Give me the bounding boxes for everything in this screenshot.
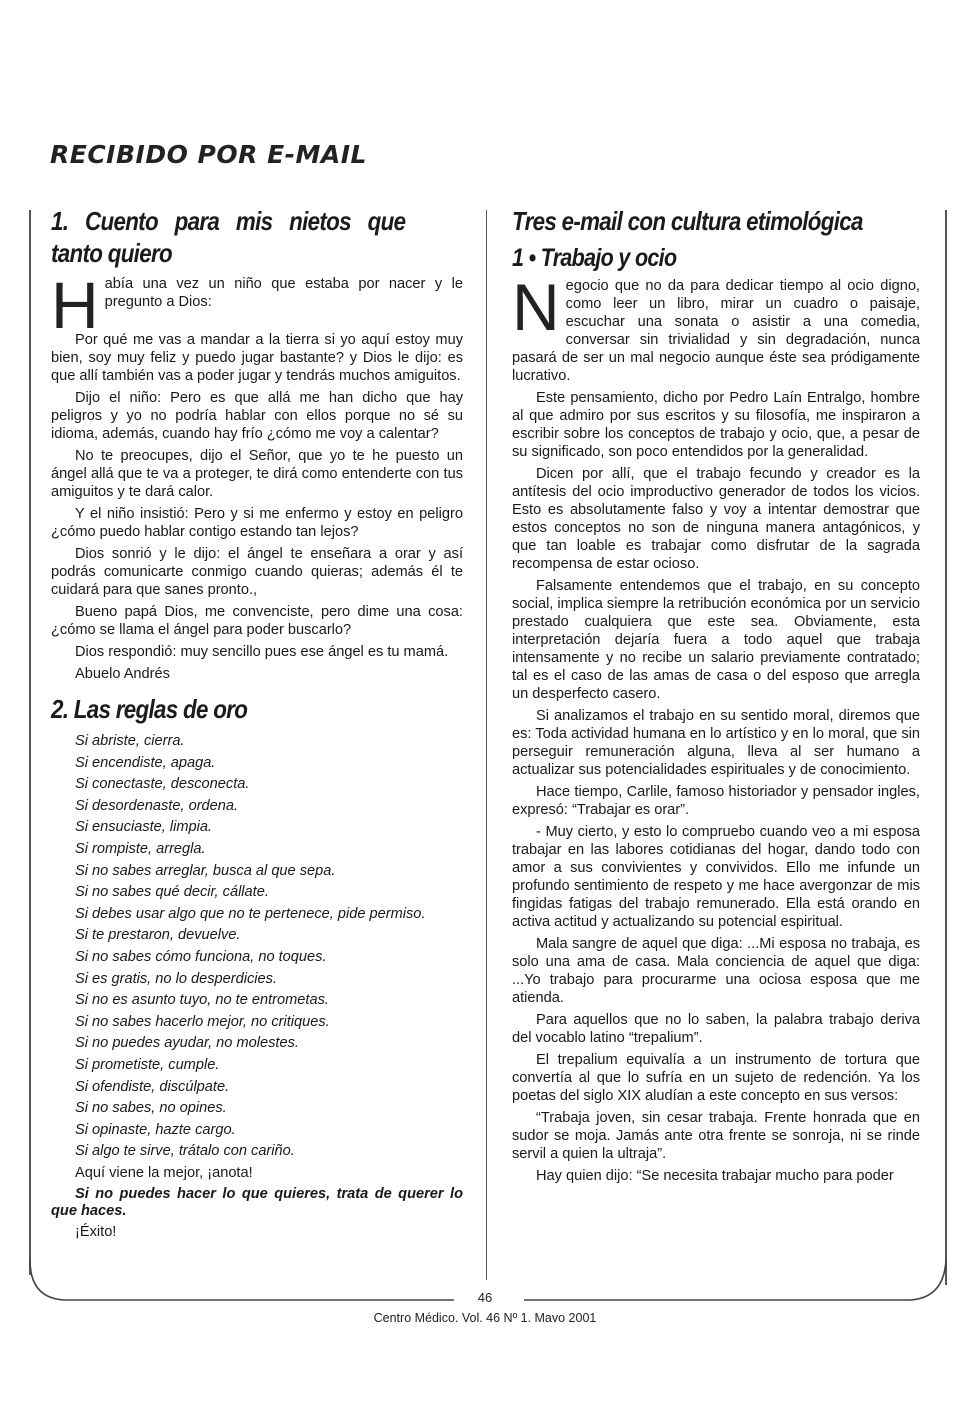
article-title: Tres e-mail con cultura etimológica [512, 206, 863, 236]
rule-item: Si debes usar algo que no te pertenece, pide permiso. [75, 905, 426, 922]
rule-item: Si algo te sirve, trátalo con cariño. [75, 1143, 295, 1160]
story-paragraph-first: Había una vez un niño que estaba por nacer y le pregunto a Dios: [51, 268, 463, 342]
column-divider-rule [486, 210, 487, 1280]
story-paragraph: Por qué me vas a mandar a la tierra si yo aquí estoy muy bien, soy muy feliz y puedo jugar bastante? y Dios le dijo: es que allí también vas a poder jugar y tendrás muchos amiguitos. [51, 332, 463, 384]
article-paragraph: Este pensamiento, dicho por Pedro Laín Entralgo, hombre al que admiro por sus escritos y su filosofía, me inspiraron a escribir sobre los conceptos de trabajo y ocio, que, a pesar de su significado, son poco entendidos por la generalidad. [512, 390, 920, 460]
article-paragraph: Mala sangre de aquel que diga: ...Mi esposa no trabaja, es solo una ama de casa. Mala conciencia de aquel que diga: ...Yo trabajo para procurarme una ociosa esposa que me atienda. [512, 936, 920, 1006]
right-column [512, 205, 920, 1189]
article-subtitle: 1 • Trabajo y ocio [512, 244, 677, 272]
rule-item: Si ensuciaste, limpia. [75, 819, 213, 836]
story-dropcap: H [51, 268, 99, 342]
left-border-rule [29, 210, 31, 1275]
left-column [51, 205, 463, 1243]
article-paragraph: Para aquellos que no lo saben, la palabra trabajo deriva del vocablo latino “trepalium”. [512, 1012, 920, 1046]
story-paragraph: Dios sonrió y le dijo: el ángel te enseñara a orar y así podrás comunicarte conmigo cuando quieras; además él te cuidará para que sanes pronto., [51, 546, 463, 598]
rules-intro-best: Aquí viene la mejor, ¡anota! [75, 1164, 253, 1181]
story-signature: Abuelo Andrés [75, 666, 170, 682]
rule-item: Si no sabes arreglar, busca al que sepa. [75, 862, 336, 879]
story-title: 1. Cuento para mis nietos que tanto quiero [51, 206, 406, 268]
article-paragraph: Hace tiempo, Carlile, famoso historiador y pensador ingles, expresó: “Trabajar es orar”. [512, 784, 920, 818]
rule-item: Si rompiste, arregla. [75, 840, 206, 857]
rules-best: Si no puedes hacer lo que quieres, trata de querer lo que haces. [51, 1185, 463, 1219]
article-paragraph: - Muy cierto, y esto lo compruebo cuando veo a mi esposa trabajar en las labores cotidianas del hogar, dando todo con amor a sus convivientes y convividos. Ello me infunde un profundo sentimiento de respeto y me hace avergonzar de mis fingidas fatigas del trabajo remunerado. Ella está orando en activa actitud y actualizando su potencial espiritual. [512, 824, 920, 930]
rules-closing: ¡Éxito! [75, 1223, 117, 1240]
rule-item: Si no es asunto tuyo, no te entrometas. [75, 992, 329, 1009]
article-paragraph: Si analizamos el trabajo en su sentido moral, diremos que es: Toda actividad humana en lo artístico y en lo moral, que sin perseguir remuneración alguna, lleva al ser humano a actualizar sus potencialidades espirituales y de conocimiento. [512, 708, 920, 778]
rules-list [51, 731, 463, 1163]
rule-item: Si no sabes hacerlo mejor, no critiques. [75, 1013, 330, 1030]
rule-item: Si abriste, cierra. [75, 733, 185, 749]
rule-item: Si no sabes cómo funciona, no toques. [75, 948, 327, 965]
article-paragraph: Hay quien dijo: “Se necesita trabajar mucho para poder [536, 1168, 894, 1184]
article-paragraph: “Trabaja joven, sin cesar trabaja. Frente honrada que en sudor se moja. Jamás ante otra frente se sonroja, ni se rinde servil a quien la ultraja”. [512, 1110, 920, 1162]
rule-item: Si prometiste, cumple. [75, 1056, 220, 1073]
rule-item: Si ofendiste, discúlpate. [75, 1078, 230, 1095]
section-title: RECIBIDO POR E-MAIL [50, 140, 367, 169]
article-paragraph: Dicen por allí, que el trabajo fecundo y creador es la antítesis del ocio improductivo generador de todos los vicios. Esto es absolutamente falso y voy a intentar demostrar que estos conceptos no son de ninguna manera antagónicos, y que tan loable es trabajar como disfrutar de la sagrada recompensa de estar ocioso. [512, 466, 920, 572]
article-paragraph: El trepalium equivalía a un instrumento de tortura que convertía al que lo sufría en un sujeto de redención. Ya los poetas del siglo XIX aludían a este concepto en sus versos: [512, 1052, 920, 1104]
story-paragraph: No te preocupes, dijo el Señor, que yo te he puesto un ángel allá que te va a proteger, te dirá como entenderte con tus amiguitos y te dará calor. [51, 448, 463, 500]
story-paragraph: Bueno papá Dios, me convenciste, pero dime una cosa: ¿cómo se llama el ángel para poder buscarlo? [51, 604, 463, 638]
story-paragraph: Y el niño insistió: Pero y si me enfermo y estoy en peligro ¿cómo puedo hablar contigo estando tan lejos? [51, 506, 463, 540]
rule-item: Si es gratis, no lo desperdicies. [75, 970, 277, 987]
rule-item: Si desordenaste, ordena. [75, 797, 239, 814]
page-number: 46 [477, 1290, 493, 1305]
right-border-rule [945, 210, 947, 1285]
rule-item: Si encendiste, apaga. [75, 754, 216, 771]
rule-item: Si conectaste, desconecta. [75, 776, 250, 793]
rule-item: Si no sabes qué decir, cállate. [75, 884, 269, 901]
journal-footer: Centro Médico. Vol. 46 Nº 1. Mavo 2001 [373, 1311, 597, 1325]
article-paragraph: Falsamente entendemos que el trabajo, en su concepto social, implica siempre la retribución económica por un servicio prestado cualquiera que este sea. Obviamente, esta interpretación dejaría fuera a todo aquel que trabaja intensamente y no recibe un salario previamente contratado; tal es el caso de las amas de casa o del esposo que arregla un desperfecto casero. [512, 578, 920, 702]
rule-item: Si no puedes ayudar, no molestes. [75, 1035, 299, 1052]
rules-title: 2. Las reglas de oro [51, 694, 248, 724]
article-paragraph-first: Negocio que no da para dedicar tiempo al ocio digno, como leer un libro, mirar un cuadro o paisaje, escuchar una sonata o asistir a una comedia, conversar sin trivialidad y sin degradación, nunca pasará de ser un mal negocio aunque éste sea pródigamente lucrativo. [512, 270, 920, 384]
rule-item: Si opinaste, hazte cargo. [75, 1121, 236, 1138]
story-paragraph: Dios respondió: muy sencillo pues ese ángel es tu mamá. [75, 644, 449, 660]
article-dropcap: N [512, 270, 560, 344]
story-paragraph: Dijo el niño: Pero es que allá me han dicho que hay peligros y yo no podría hablar con ellos porque no sé su idioma, además, cuando hay frío ¿cómo me voy a calentar? [51, 390, 463, 442]
rule-item: Si no sabes, no opines. [75, 1100, 227, 1117]
rule-item: Si te prestaron, devuelve. [75, 927, 241, 944]
